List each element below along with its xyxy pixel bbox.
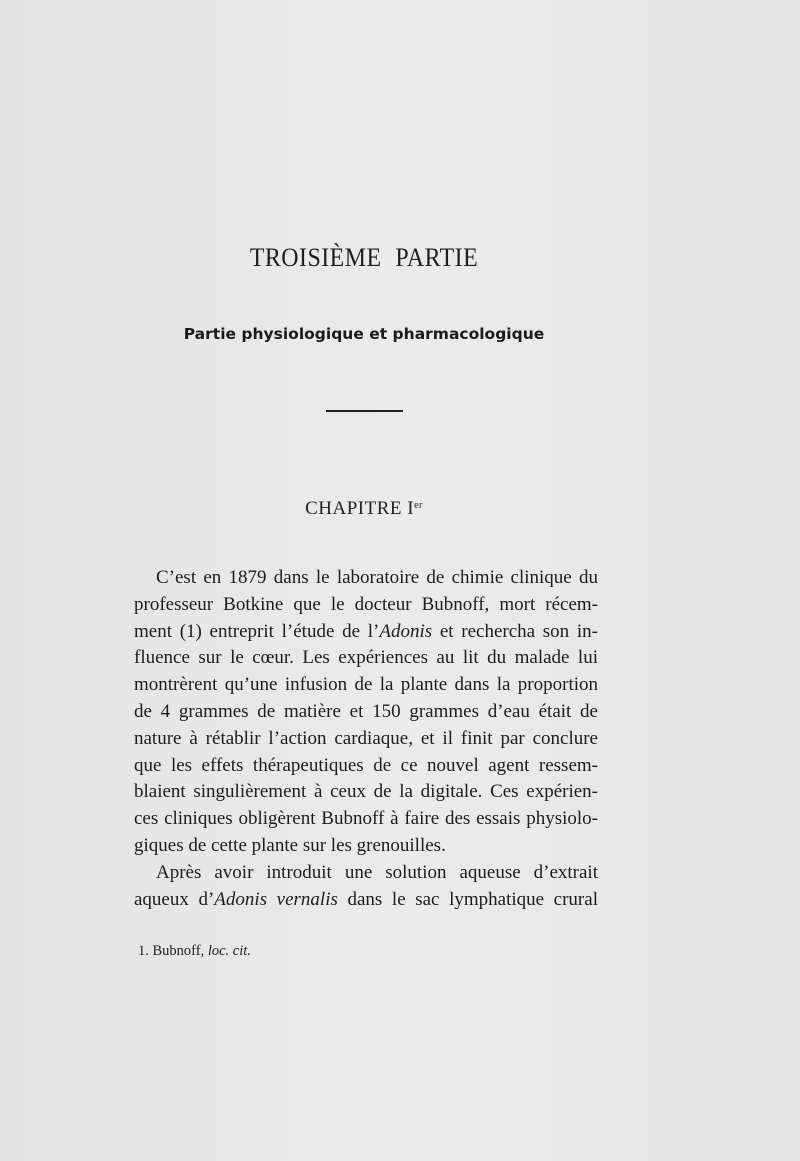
paragraph-line: giques de cette plante sur les grenouilles. [134, 834, 446, 856]
part-title: TROISIÈME PARTIE [249, 243, 479, 272]
paragraph-line: montrèrent qu’une infusion de la plante dans la proportion [134, 674, 598, 696]
paragraph-line: C’est en 1879 dans le laboratoire de chimie clinique du [156, 567, 598, 588]
paragraph-line [134, 887, 598, 914]
part-subtitle: Partie physiologique et pharmacologique [183, 325, 545, 343]
paragraph-line: professeur Botkine que le docteur Bubnoff, mort récem- [134, 593, 598, 615]
paragraph-line: Après avoir introduit une solution aqueuse d’extrait [156, 861, 598, 883]
footnote [138, 943, 251, 960]
chapter-label: CHAPITRE I [305, 498, 415, 519]
body-text [134, 565, 598, 913]
paragraph-line: ces cliniques obligèrent Bubnoff à faire des essais physiolo- [134, 808, 598, 830]
section-divider [326, 410, 403, 412]
paragraph-line [134, 619, 598, 646]
paragraph-line: de 4 grammes de matière et 150 grammes d’eau était de [134, 700, 598, 722]
paragraph-line: fluence sur le cœur. Les expériences au lit du malade lui [134, 647, 598, 669]
paragraph-line: nature à rétablir l’action cardiaque, et il finit par conclure [134, 727, 598, 749]
line-segment: et rechercha son in- [432, 620, 598, 642]
italic-term: Adonis vernalis [214, 888, 338, 910]
chapter-heading [0, 498, 728, 520]
line-segment: ment (1) entreprit l’étude de l’ [134, 620, 380, 642]
chapter-ordinal-suffix: er [414, 500, 423, 511]
footnote-number: 1. [138, 943, 149, 959]
footnote-author: Bubnoff, [152, 943, 205, 959]
paragraph-line: blaient singulièrement à ceux de la digitale. Ces expérien- [134, 781, 598, 803]
footnote-reference: loc. cit. [207, 943, 251, 959]
line-segment: aqueux d’ [134, 888, 215, 910]
paragraph-line: que les effets thérapeutiques de ce nouvel agent ressem- [134, 754, 598, 776]
line-segment: dans le sac lymphatique crural [337, 888, 598, 910]
italic-term: Adonis [379, 620, 433, 642]
